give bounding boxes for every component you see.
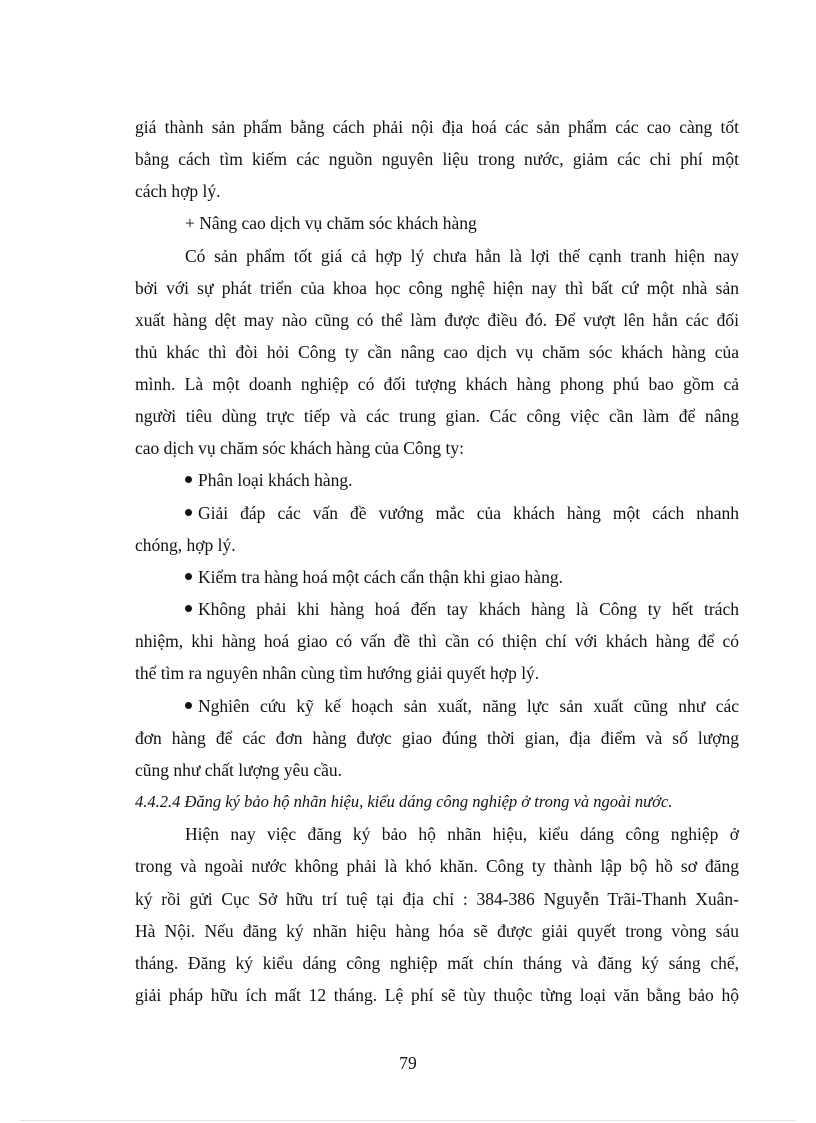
text-line: đơn hàng để các đơn hàng được giao đúng thời gian, địa điểm và số lượng bbox=[135, 728, 739, 748]
text-line: bằng cách tìm kiếm các nguồn nguyên liệu trong nước, giảm các chi phí một bbox=[135, 149, 739, 169]
bullet-icon bbox=[185, 702, 192, 709]
page-bottom-divider bbox=[20, 1120, 796, 1121]
text-line: Hà Nội. Nếu đăng ký nhãn hiệu hàng hóa sẽ được giải quyết trong vòng sáu bbox=[135, 921, 739, 941]
text-line: Có sản phẩm tốt giá cả hợp lý chưa hẳn là lợi thế cạnh tranh hiện nay bbox=[185, 246, 739, 266]
text-line: chóng, hợp lý. bbox=[135, 535, 236, 555]
bullet-icon bbox=[185, 509, 192, 516]
bullet-text: Không phải khi hàng hoá đến tay khách hàng là Công ty hết trách bbox=[198, 599, 739, 619]
text-line: nhiệm, khi hàng hoá giao có vấn đề thì cần có thiện chí với khách hàng để có bbox=[135, 631, 739, 651]
text-line: cao dịch vụ chăm sóc khách hàng của Công ty: bbox=[135, 438, 464, 458]
bullet-item bbox=[185, 469, 739, 491]
text-line: trong và ngoài nước không phải là khó khăn. Công ty thành lập bộ hồ sơ đăng bbox=[135, 856, 739, 876]
text-line: Hiện nay việc đăng ký bảo hộ nhãn hiệu, kiểu dáng công nghiệp ở bbox=[185, 824, 739, 844]
bullet-item bbox=[185, 598, 739, 620]
bullet-icon bbox=[185, 605, 192, 612]
text-line: tháng. Đăng ký kiểu dáng công nghiệp mất chín tháng và đăng ký sáng chế, bbox=[135, 953, 739, 973]
bullet-text: Nghiên cứu kỹ kế hoạch sản xuất, năng lực sản xuất cũng như các bbox=[198, 696, 739, 716]
bullet-item bbox=[185, 566, 739, 588]
bullet-text: Giải đáp các vấn đề vướng mắc của khách hàng một cách nhanh bbox=[198, 503, 739, 523]
bullet-item bbox=[185, 502, 739, 524]
text-line: giải pháp hữu ích mất 12 tháng. Lệ phí sẽ tùy thuộc từng loại văn bằng bảo hộ bbox=[135, 985, 739, 1005]
text-line: người tiêu dùng trực tiếp và các trung gian. Các công việc cần làm để nâng bbox=[135, 406, 739, 426]
text-line: thủ khác thì đòi hỏi Công ty cần nâng cao dịch vụ chăm sóc khách hàng của bbox=[135, 342, 739, 362]
section-heading: 4.4.2.4 Đăng ký bảo hộ nhãn hiệu, kiểu dáng công nghiệp ở trong và ngoài nước. bbox=[135, 792, 673, 811]
bullet-text: Phân loại khách hàng. bbox=[198, 470, 353, 490]
text-line: ký rồi gửi Cục Sở hữu trí tuệ tại địa chỉ : 384-386 Nguyễn Trãi-Thanh Xuân- bbox=[135, 889, 739, 909]
bullet-icon bbox=[185, 573, 192, 580]
text-line: thể tìm ra nguyên nhân cùng tìm hướng giải quyết hợp lý. bbox=[135, 663, 540, 683]
text-line: bởi với sự phát triển của khoa học công nghệ hiện nay thì bất cứ một nhà sản bbox=[135, 278, 739, 298]
bullet-icon bbox=[185, 476, 192, 483]
text-line: cũng như chất lượng yêu cầu. bbox=[135, 760, 343, 780]
text-line: giá thành sản phẩm bằng cách phải nội địa hoá các sản phẩm các cao càng tốt bbox=[135, 117, 739, 137]
text-line: xuất hàng dệt may nào cũng có thể làm được điều đó. Để vượt lên hẳn các đối bbox=[135, 310, 739, 330]
section-subheading: + Nâng cao dịch vụ chăm sóc khách hàng bbox=[185, 213, 477, 233]
bullet-item bbox=[185, 695, 739, 717]
text-line: cách hợp lý. bbox=[135, 181, 221, 201]
text-line: mình. Là một doanh nghiệp có đối tượng khách hàng phong phú bao gồm cả bbox=[135, 374, 739, 394]
bullet-text: Kiểm tra hàng hoá một cách cẩn thận khi giao hàng. bbox=[198, 567, 563, 587]
page-number: 79 bbox=[399, 1053, 417, 1073]
